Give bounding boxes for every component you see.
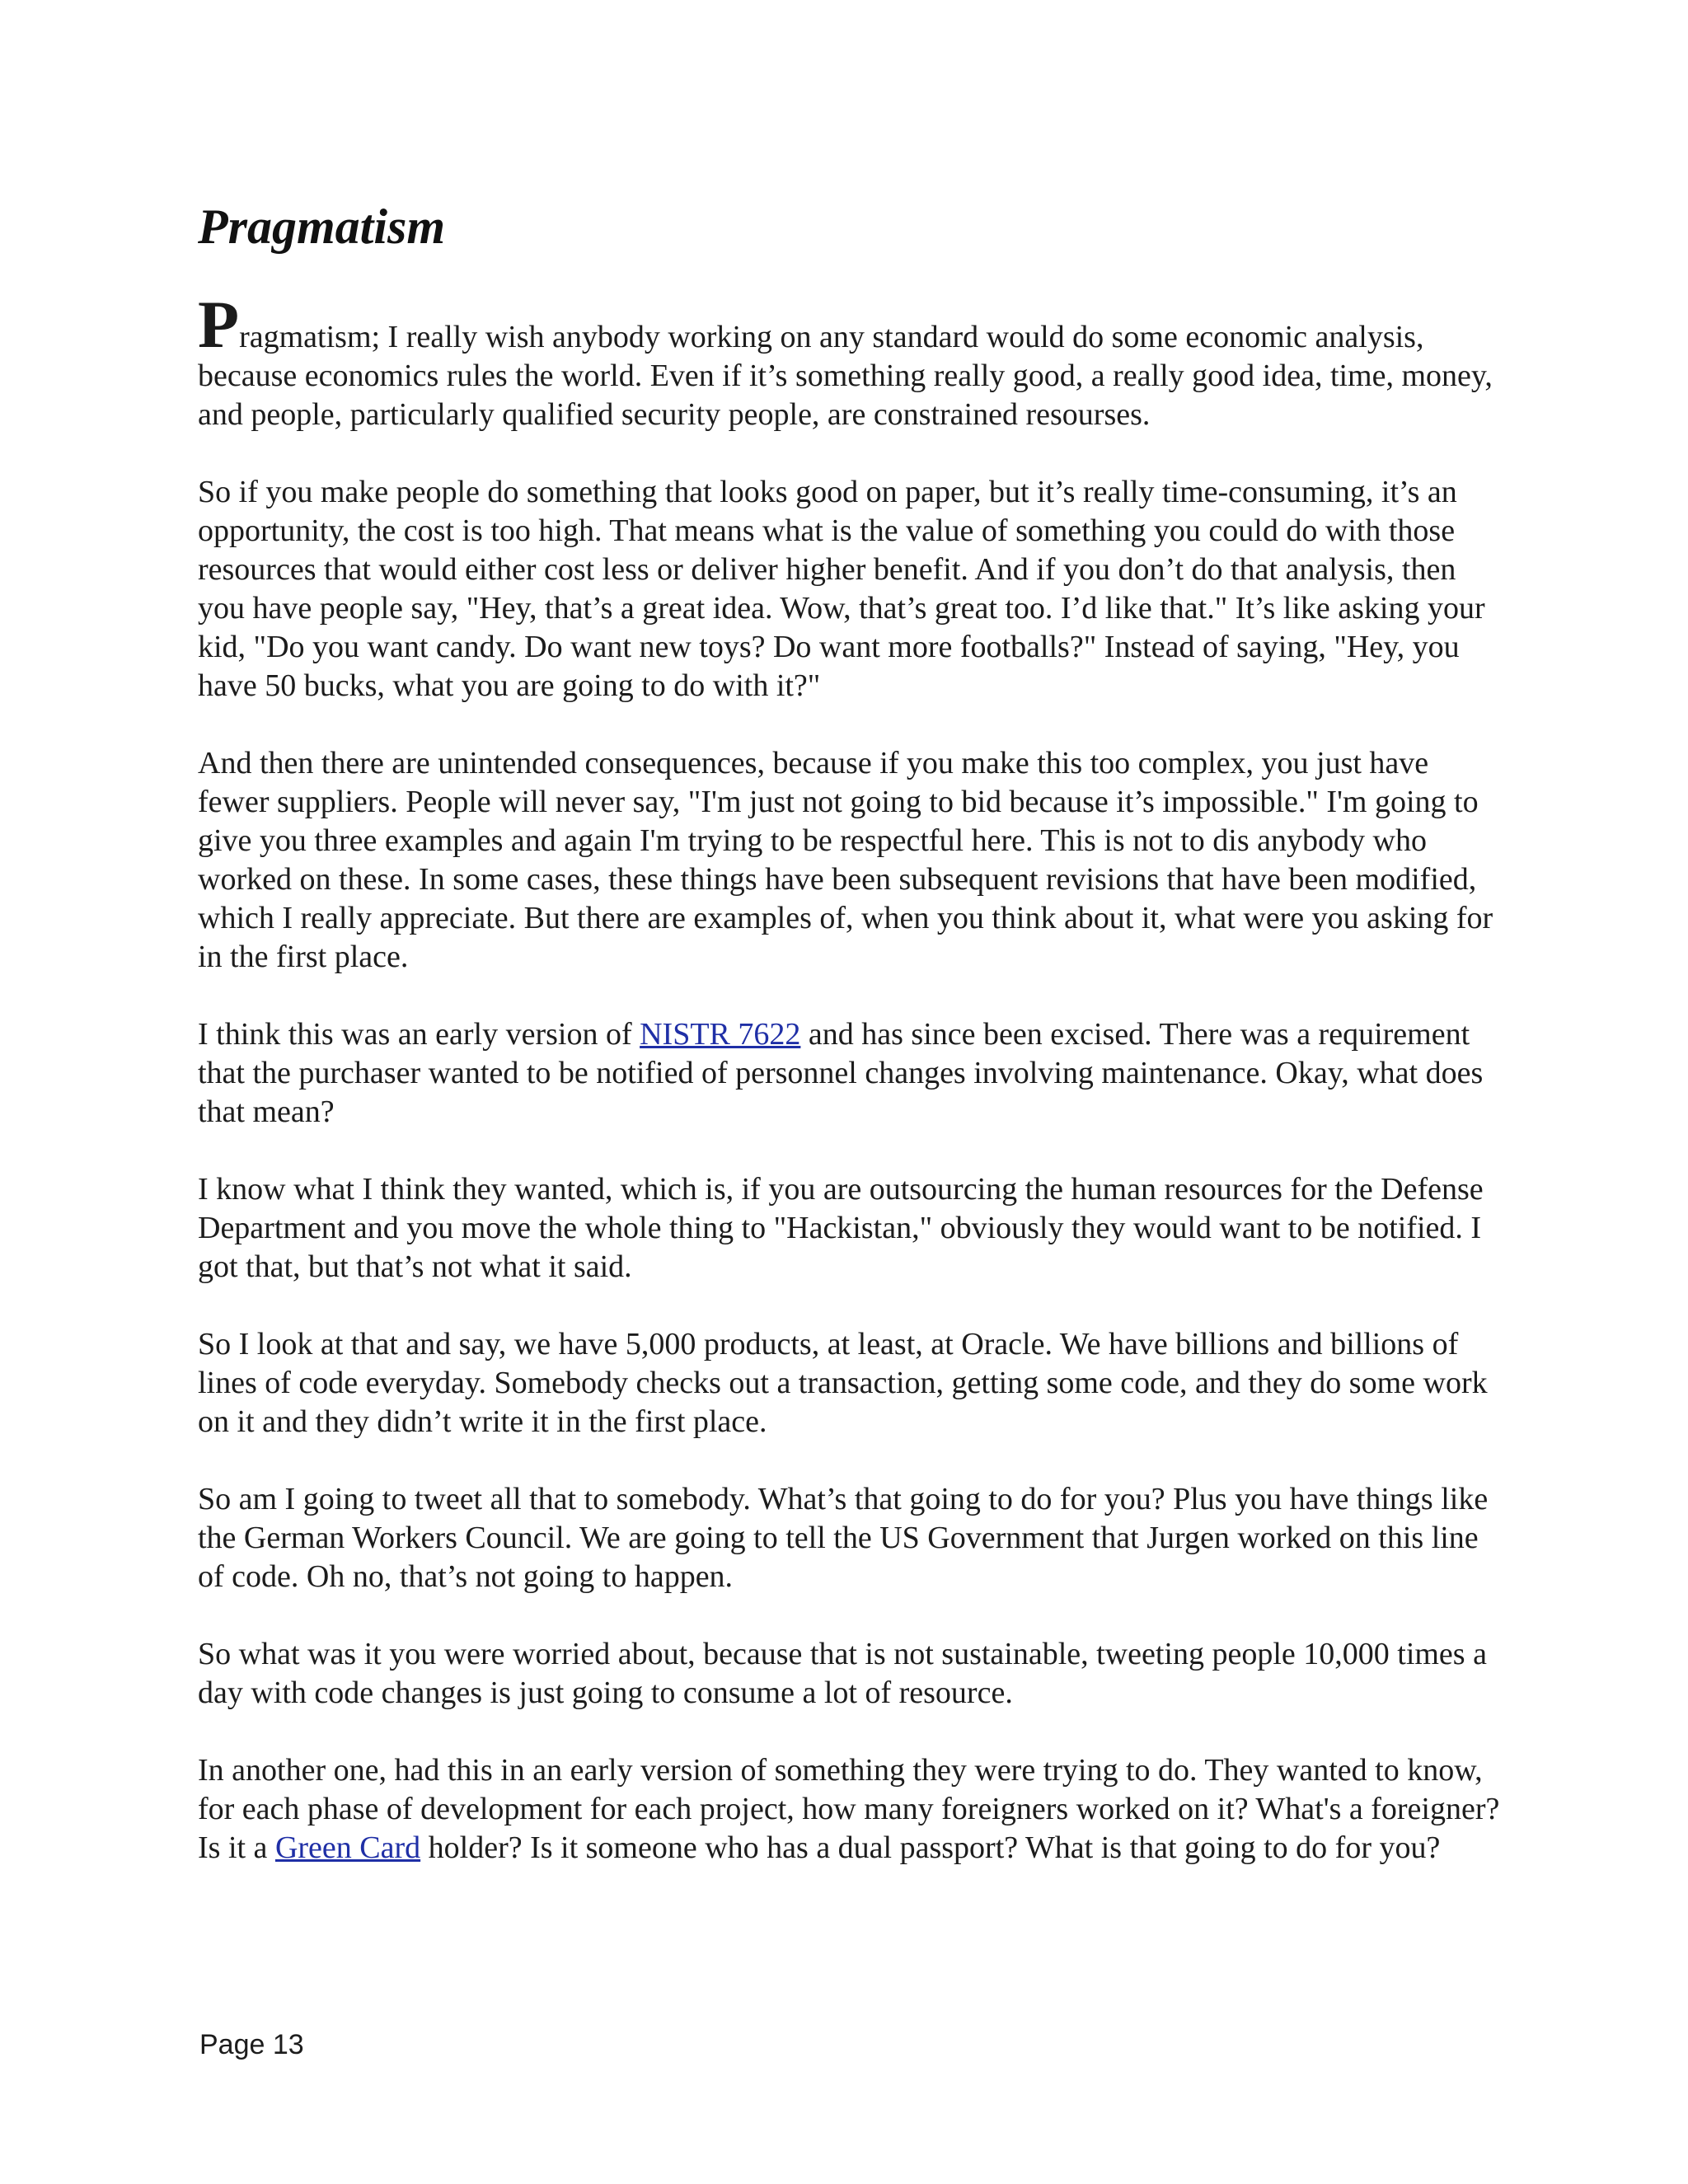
paragraph-1	[198, 287, 1500, 434]
paragraph-2: So if you make people do something that looks good on paper, but it’s really time-consuming, it’s an opportunity, the cost is too high. That means what is the value of something you could do with those resources that would either cost less or deliver higher benefit. And if you don’t do that analysis, then you have people say, "Hey, that’s a great idea. Wow, that’s great too. I’d like that." It’s like asking your kid, "Do you want candy. Do want new toys? Do want more footballs?" Instead of saying, "Hey, you have 50 bucks, what you are going to do with it?"	[198, 475, 1485, 703]
paragraph-1-text: ragmatism; I really wish anybody working on any standard would do some economic analysis, because economics rules the world. Even if it’s something really good, a really good idea, time, money, and people, particularly qualified security people, are constrained resourses.	[198, 320, 1493, 432]
paragraph-9	[198, 1751, 1500, 1868]
paragraph-3: And then there are unintended consequences, because if you make this too complex, you just have fewer suppliers. People will never say, "I'm just not going to bid because it’s impossible." I'm going to give you three examples and again I'm trying to be respectful here. This is not to dis anybody who worked on these. In some cases, these things have been subsequent revisions that have been modified, which I really appreciate. But there are examples of, when you think about it, what were you asking for in the first place.	[198, 746, 1493, 974]
document-page	[198, 198, 1500, 1906]
green-card-link[interactable]: Green Card	[274, 1830, 421, 1865]
paragraph-4	[198, 1015, 1500, 1132]
paragraph-9-text-after: holder? Is it someone who has a dual passport? What is that going to do for you?	[420, 1830, 1441, 1865]
paragraph-9-text-before: In another one, had this in an early version of something they were trying to do. They wanted to know, for each phase of development for each project, how many foreigners worked on it? What's a foreigner? Is it a	[198, 1753, 1500, 1865]
drop-cap: P	[198, 287, 240, 362]
paragraph-4-text-before: I think this was an early version of	[198, 1017, 640, 1052]
paragraph-8: So what was it you were worried about, because that is not sustainable, tweeting people 10,000 times a day with code changes is just going to consume a lot of resource.	[198, 1637, 1487, 1710]
paragraph-5: I know what I think they wanted, which is, if you are outsourcing the human resources for the Defense Department and you move the whole thing to "Hackistan," obviously they would want to be notified. I got that, but that’s not what it said.	[198, 1172, 1484, 1284]
nistr-7622-link[interactable]: NISTR 7622	[640, 1017, 801, 1052]
page-title: Pragmatism	[198, 199, 446, 254]
page-number: Page 13	[199, 2029, 304, 2060]
paragraph-7: So am I going to tweet all that to somebody. What’s that going to do for you? Plus you have things like the German Workers Council. We are going to tell the US Government that Jurgen worked on this line of code. Oh no, that’s not going to happen.	[198, 1482, 1489, 1594]
paragraph-6: So I look at that and say, we have 5,000 products, at least, at Oracle. We have billions and billions of lines of code everyday. Somebody checks out a transaction, getting some code, and they do some work on it and they didn’t write it in the first place.	[198, 1327, 1488, 1439]
paragraph-4-text-after: and has since been excised. There was a requirement that the purchaser wanted to be notified of personnel changes involving maintenance. Okay, what does that mean?	[198, 1017, 1484, 1129]
